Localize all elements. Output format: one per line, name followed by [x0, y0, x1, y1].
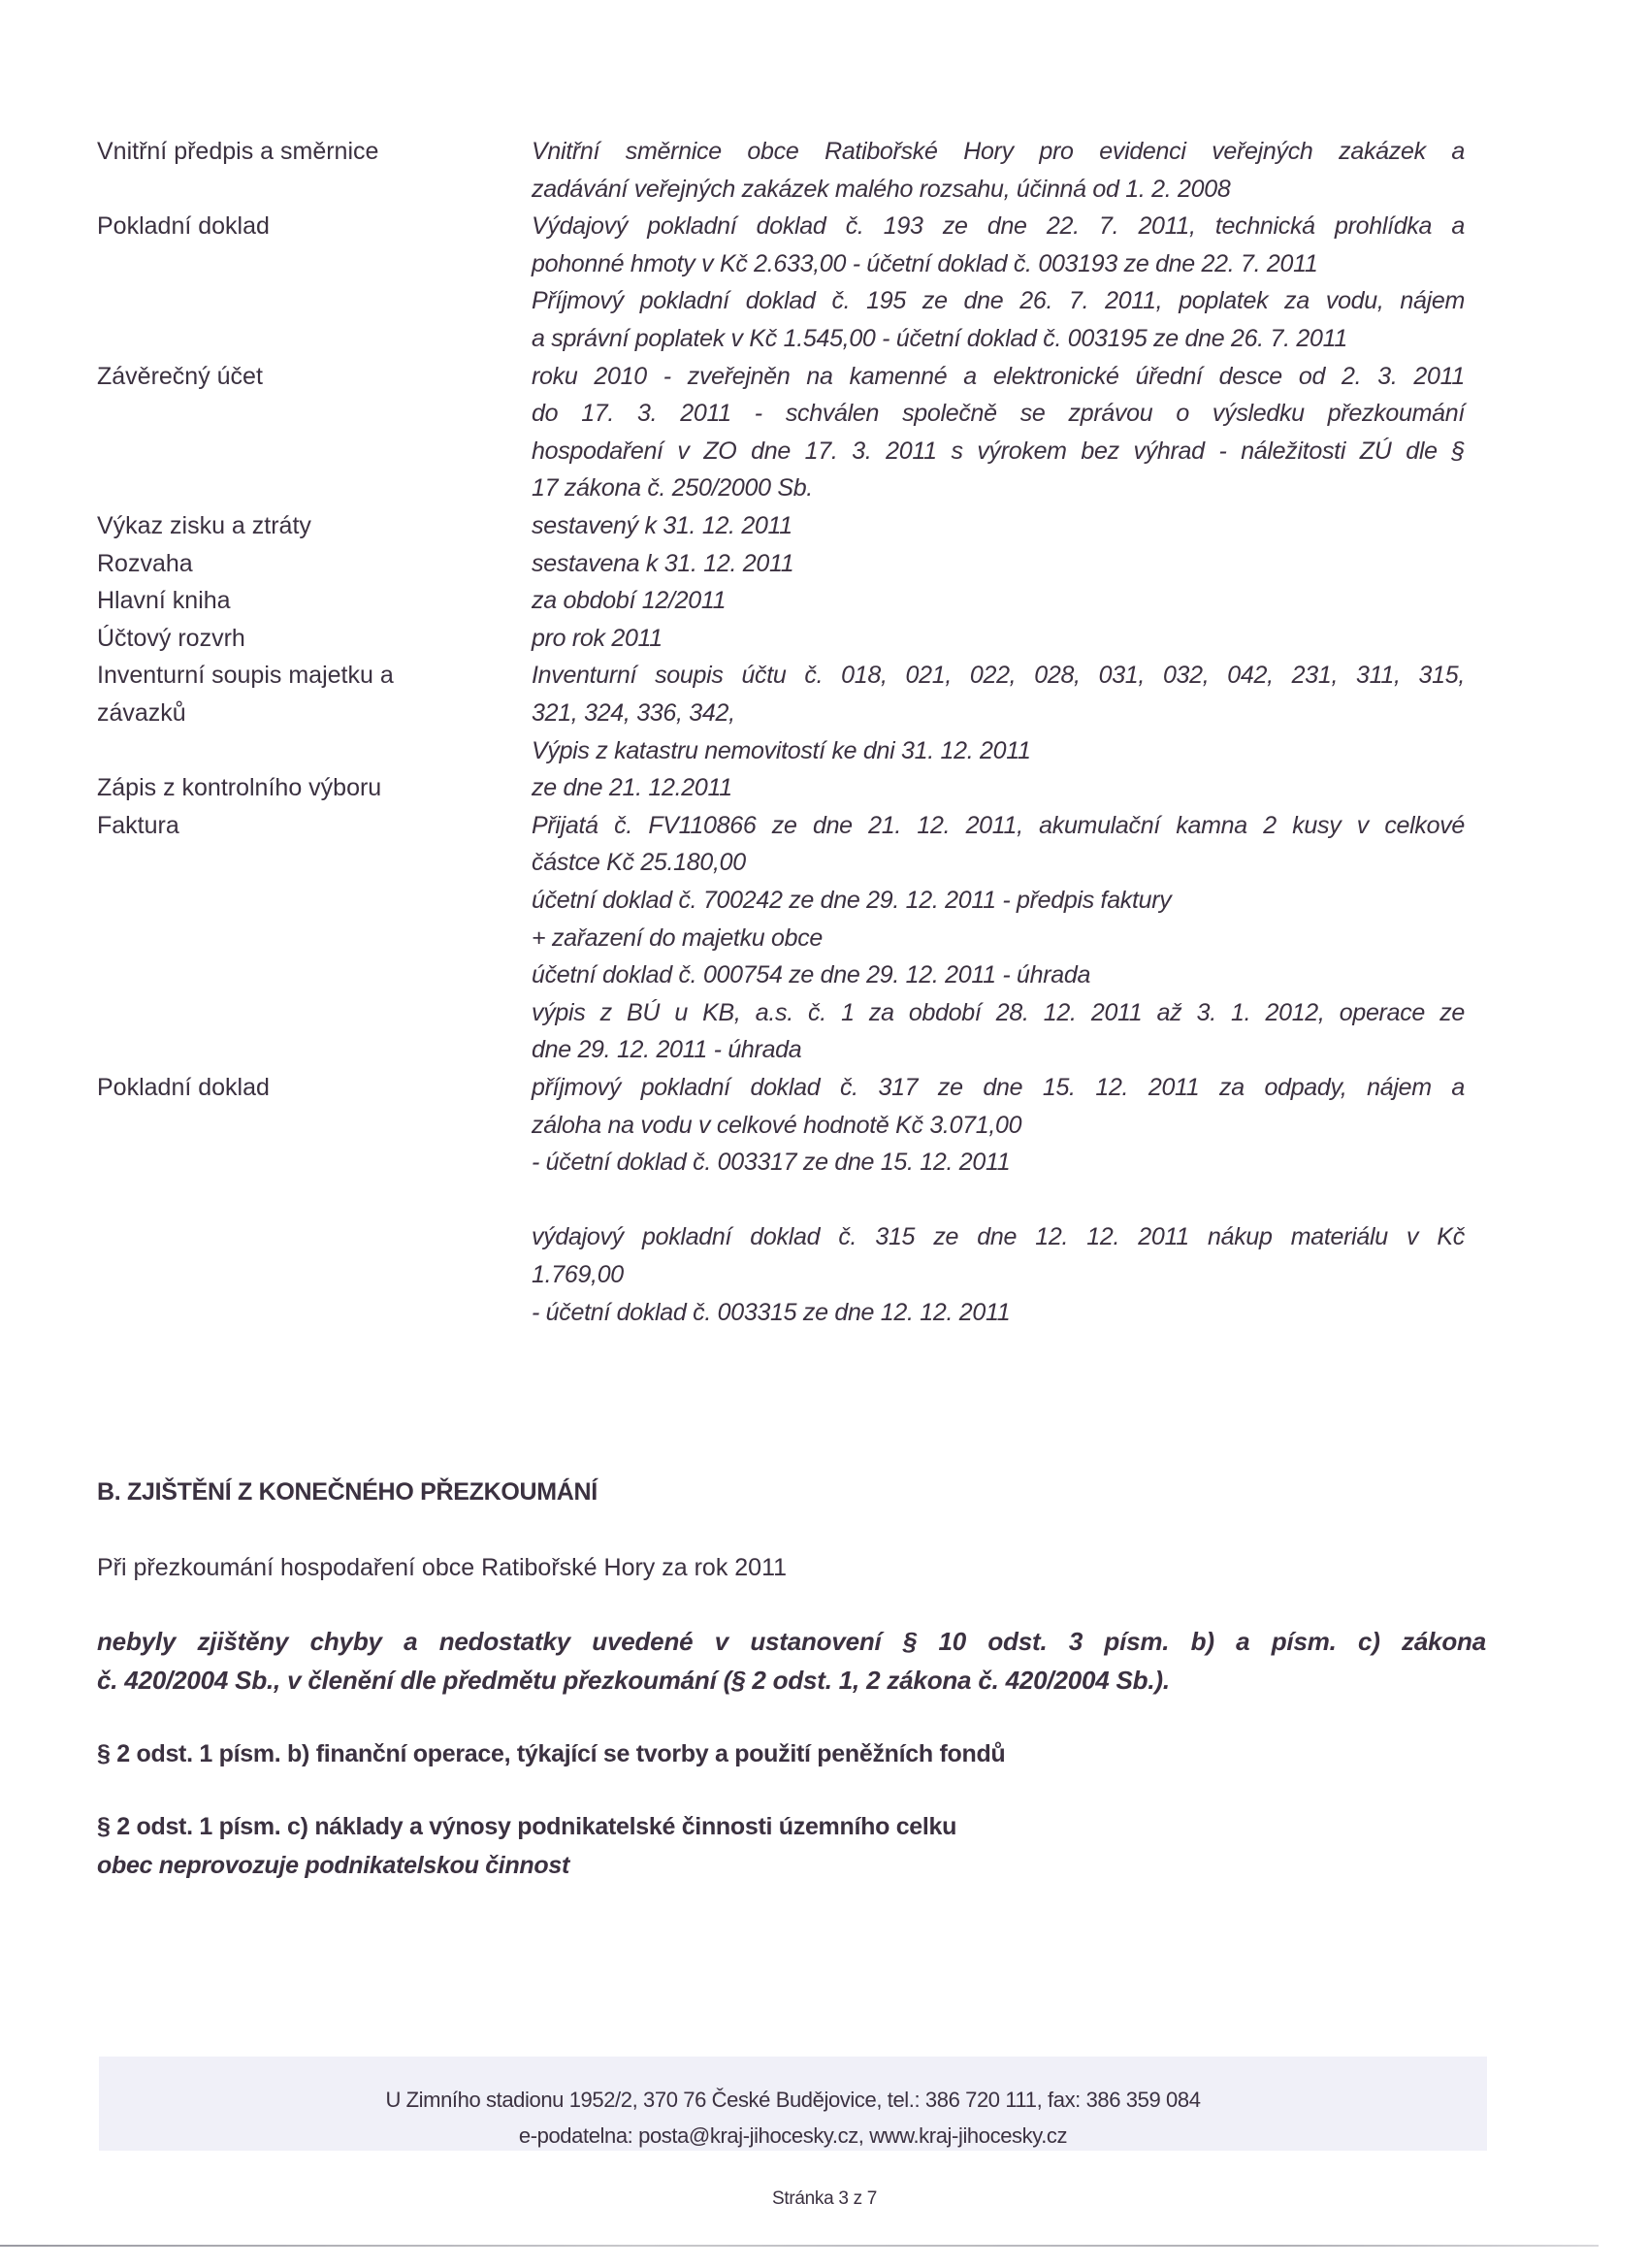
- paragraph-c: § 2 odst. 1 písm. c) náklady a výnosy podnikatelské činnosti územního celku: [97, 1813, 957, 1840]
- item-value-line: - účetní doklad č. 003317 ze dne 15. 12. 2011: [532, 1149, 1011, 1177]
- item-value-line: 1.769,00: [532, 1260, 624, 1288]
- item-label: [97, 358, 263, 396]
- item-value-line: Vnitřní směrnice obce Ratibořské Hory pro evidenci veřejných zakázek a: [532, 138, 1465, 165]
- item-label-line: Hlavní kniha: [97, 587, 231, 615]
- item-value-line: ze dne 21. 12.2011: [532, 774, 732, 802]
- item-value-line: roku 2010 - zveřejněn na kamenné a elektronické úřední desce od 2. 3. 2011: [532, 362, 1465, 390]
- item-label-line: Výkaz zisku a ztráty: [97, 512, 311, 539]
- item-value-line: 321, 324, 336, 342,: [532, 698, 735, 727]
- paragraph-b: § 2 odst. 1 písm. b) finanční operace, týkající se tvorby a použití peněžních fondů: [97, 1740, 1006, 1767]
- item-label: [97, 657, 394, 731]
- item-label: [97, 545, 193, 583]
- item-value-line: a správní poplatek v Kč 1.545,00 - účetní doklad č. 003195 ze dne 26. 7. 2011: [532, 324, 1347, 352]
- item-value-line: příjmový pokladní doklad č. 317 ze dne 15. 12. 2011 za odpady, nájem a: [532, 1074, 1465, 1101]
- item-value-line: pro rok 2011: [532, 624, 663, 652]
- item-value: [532, 657, 1465, 769]
- item-value-line: - účetní doklad č. 003315 ze dne 12. 12. 2011: [532, 1298, 1011, 1326]
- item-value-line: účetní doklad č. 000754 ze dne 29. 12. 2011 - úhrada: [532, 961, 1091, 989]
- item-label-line: Pokladní doklad: [97, 212, 270, 241]
- item-value-line: za období 12/2011: [532, 587, 727, 615]
- item-value-line: výpis z BÚ u KB, a.s. č. 1 za období 28. 12. 2011 až 3. 1. 2012, operace ze: [532, 998, 1465, 1026]
- item-label-line: Pokladní doklad: [97, 1074, 270, 1101]
- item-value-line: účetní doklad č. 700242 ze dne 29. 12. 2011 - předpis faktury: [532, 886, 1172, 914]
- footer-contact: e-podatelna: posta@kraj-jihocesky.cz, www.kraj-jihocesky.cz: [518, 2123, 1068, 2148]
- item-value-line: záloha na vodu v celkové hodnotě Kč 3.071,00: [532, 1111, 1022, 1139]
- item-value-line: sestavena k 31. 12. 2011: [532, 549, 794, 577]
- item-label-line: Rozvaha: [97, 549, 193, 577]
- item-value: [532, 807, 1465, 1069]
- page-edge-divider: [0, 2245, 1599, 2247]
- footer-address: U Zimního stadionu 1952/2, 370 76 České Budějovice, tel.: 386 720 111, fax: 386 359 084: [385, 2088, 1201, 2112]
- item-label: [97, 807, 179, 845]
- finding-line: nebyly zjištěny chyby a nedostatky uvedené v ustanovení § 10 odst. 3 písm. b) a písm. c) zákona: [97, 1627, 1486, 1656]
- item-value: [532, 545, 1465, 583]
- item-value: [532, 620, 1465, 658]
- item-label-line: Účtový rozvrh: [97, 624, 245, 652]
- item-value-line: 17 zákona č. 250/2000 Sb.: [532, 474, 813, 502]
- item-value-line: sestavený k 31. 12. 2011: [532, 512, 792, 539]
- item-label-line: Inventurní soupis majetku a: [97, 662, 394, 690]
- item-value-line: pohonné hmoty v Kč 2.633,00 - účetní doklad č. 003193 ze dne 22. 7. 2011: [532, 249, 1318, 277]
- item-value: [532, 208, 1465, 357]
- item-value-line: hospodaření v ZO dne 17. 3. 2011 s výrokem bez výhrad - náležitosti ZÚ dle §: [532, 437, 1465, 465]
- item-value-line: dne 29. 12. 2011 - úhrada: [532, 1036, 802, 1064]
- item-value-line: + zařazení do majetku obce: [532, 923, 824, 952]
- item-label: [97, 208, 270, 245]
- item-value-line: výdajový pokladní doklad č. 315 ze dne 12. 12. 2011 nákup materiálu v Kč: [532, 1223, 1465, 1251]
- item-label: [97, 133, 378, 171]
- item-value-line: zadávání veřejných zakázek malého rozsahu, účinná od 1. 2. 2008: [532, 175, 1231, 203]
- item-label-line: závazků: [97, 698, 186, 727]
- item-value-line: Inventurní soupis účtu č. 018, 021, 022, 028, 031, 032, 042, 231, 311, 315,: [532, 662, 1465, 690]
- item-value: [532, 582, 1465, 620]
- item-label: [97, 582, 231, 620]
- item-value-line: Výpis z katastru nemovitostí ke dni 31. 12. 2011: [532, 736, 1031, 764]
- paragraph-c-note: obec neprovozuje podnikatelskou činnost: [97, 1852, 569, 1879]
- item-value: [532, 1069, 1465, 1331]
- item-value: [532, 358, 1465, 507]
- item-label: [97, 507, 311, 545]
- item-value: [532, 507, 1465, 545]
- item-label-line: Zápis z kontrolního výboru: [97, 774, 382, 802]
- item-value: [532, 133, 1465, 208]
- finding-line: č. 420/2004 Sb., v členění dle předmětu přezkoumání (§ 2 odst. 1, 2 zákona č. 420/2004 Sb.).: [97, 1666, 1170, 1695]
- item-label: [97, 769, 381, 807]
- item-value-line: Výdajový pokladní doklad č. 193 ze dne 22. 7. 2011, technická prohlídka a: [532, 212, 1465, 241]
- item-label-line: Faktura: [97, 811, 179, 839]
- item-value-line: Příjmový pokladní doklad č. 195 ze dne 26. 7. 2011, poplatek za vodu, nájem: [532, 287, 1465, 315]
- item-label: [97, 1069, 270, 1107]
- item-label-line: Vnitřní předpis a směrnice: [97, 138, 379, 165]
- item-value-line: [532, 1182, 1465, 1219]
- section-b-intro: Při přezkoumání hospodaření obce Ratibořské Hory za rok 2011: [97, 1554, 788, 1581]
- item-label-line: Závěrečný účet: [97, 362, 263, 390]
- item-value-line: do 17. 3. 2011 - schválen společně se zprávou o výsledku přezkoumání: [532, 400, 1465, 428]
- section-b-heading: B. ZJIŠTĚNÍ Z KONEČNÉHO PŘEZKOUMÁNÍ: [97, 1478, 598, 1506]
- item-value: [532, 769, 1465, 807]
- section-b-finding: [97, 1622, 1486, 1700]
- item-label: [97, 620, 245, 658]
- item-value-line: částce Kč 25.180,00: [532, 849, 746, 877]
- page-number: Stránka 3 z 7: [771, 2188, 878, 2209]
- item-value-line: Přijatá č. FV110866 ze dne 21. 12. 2011, akumulační kamna 2 kusy v celkové: [532, 811, 1465, 839]
